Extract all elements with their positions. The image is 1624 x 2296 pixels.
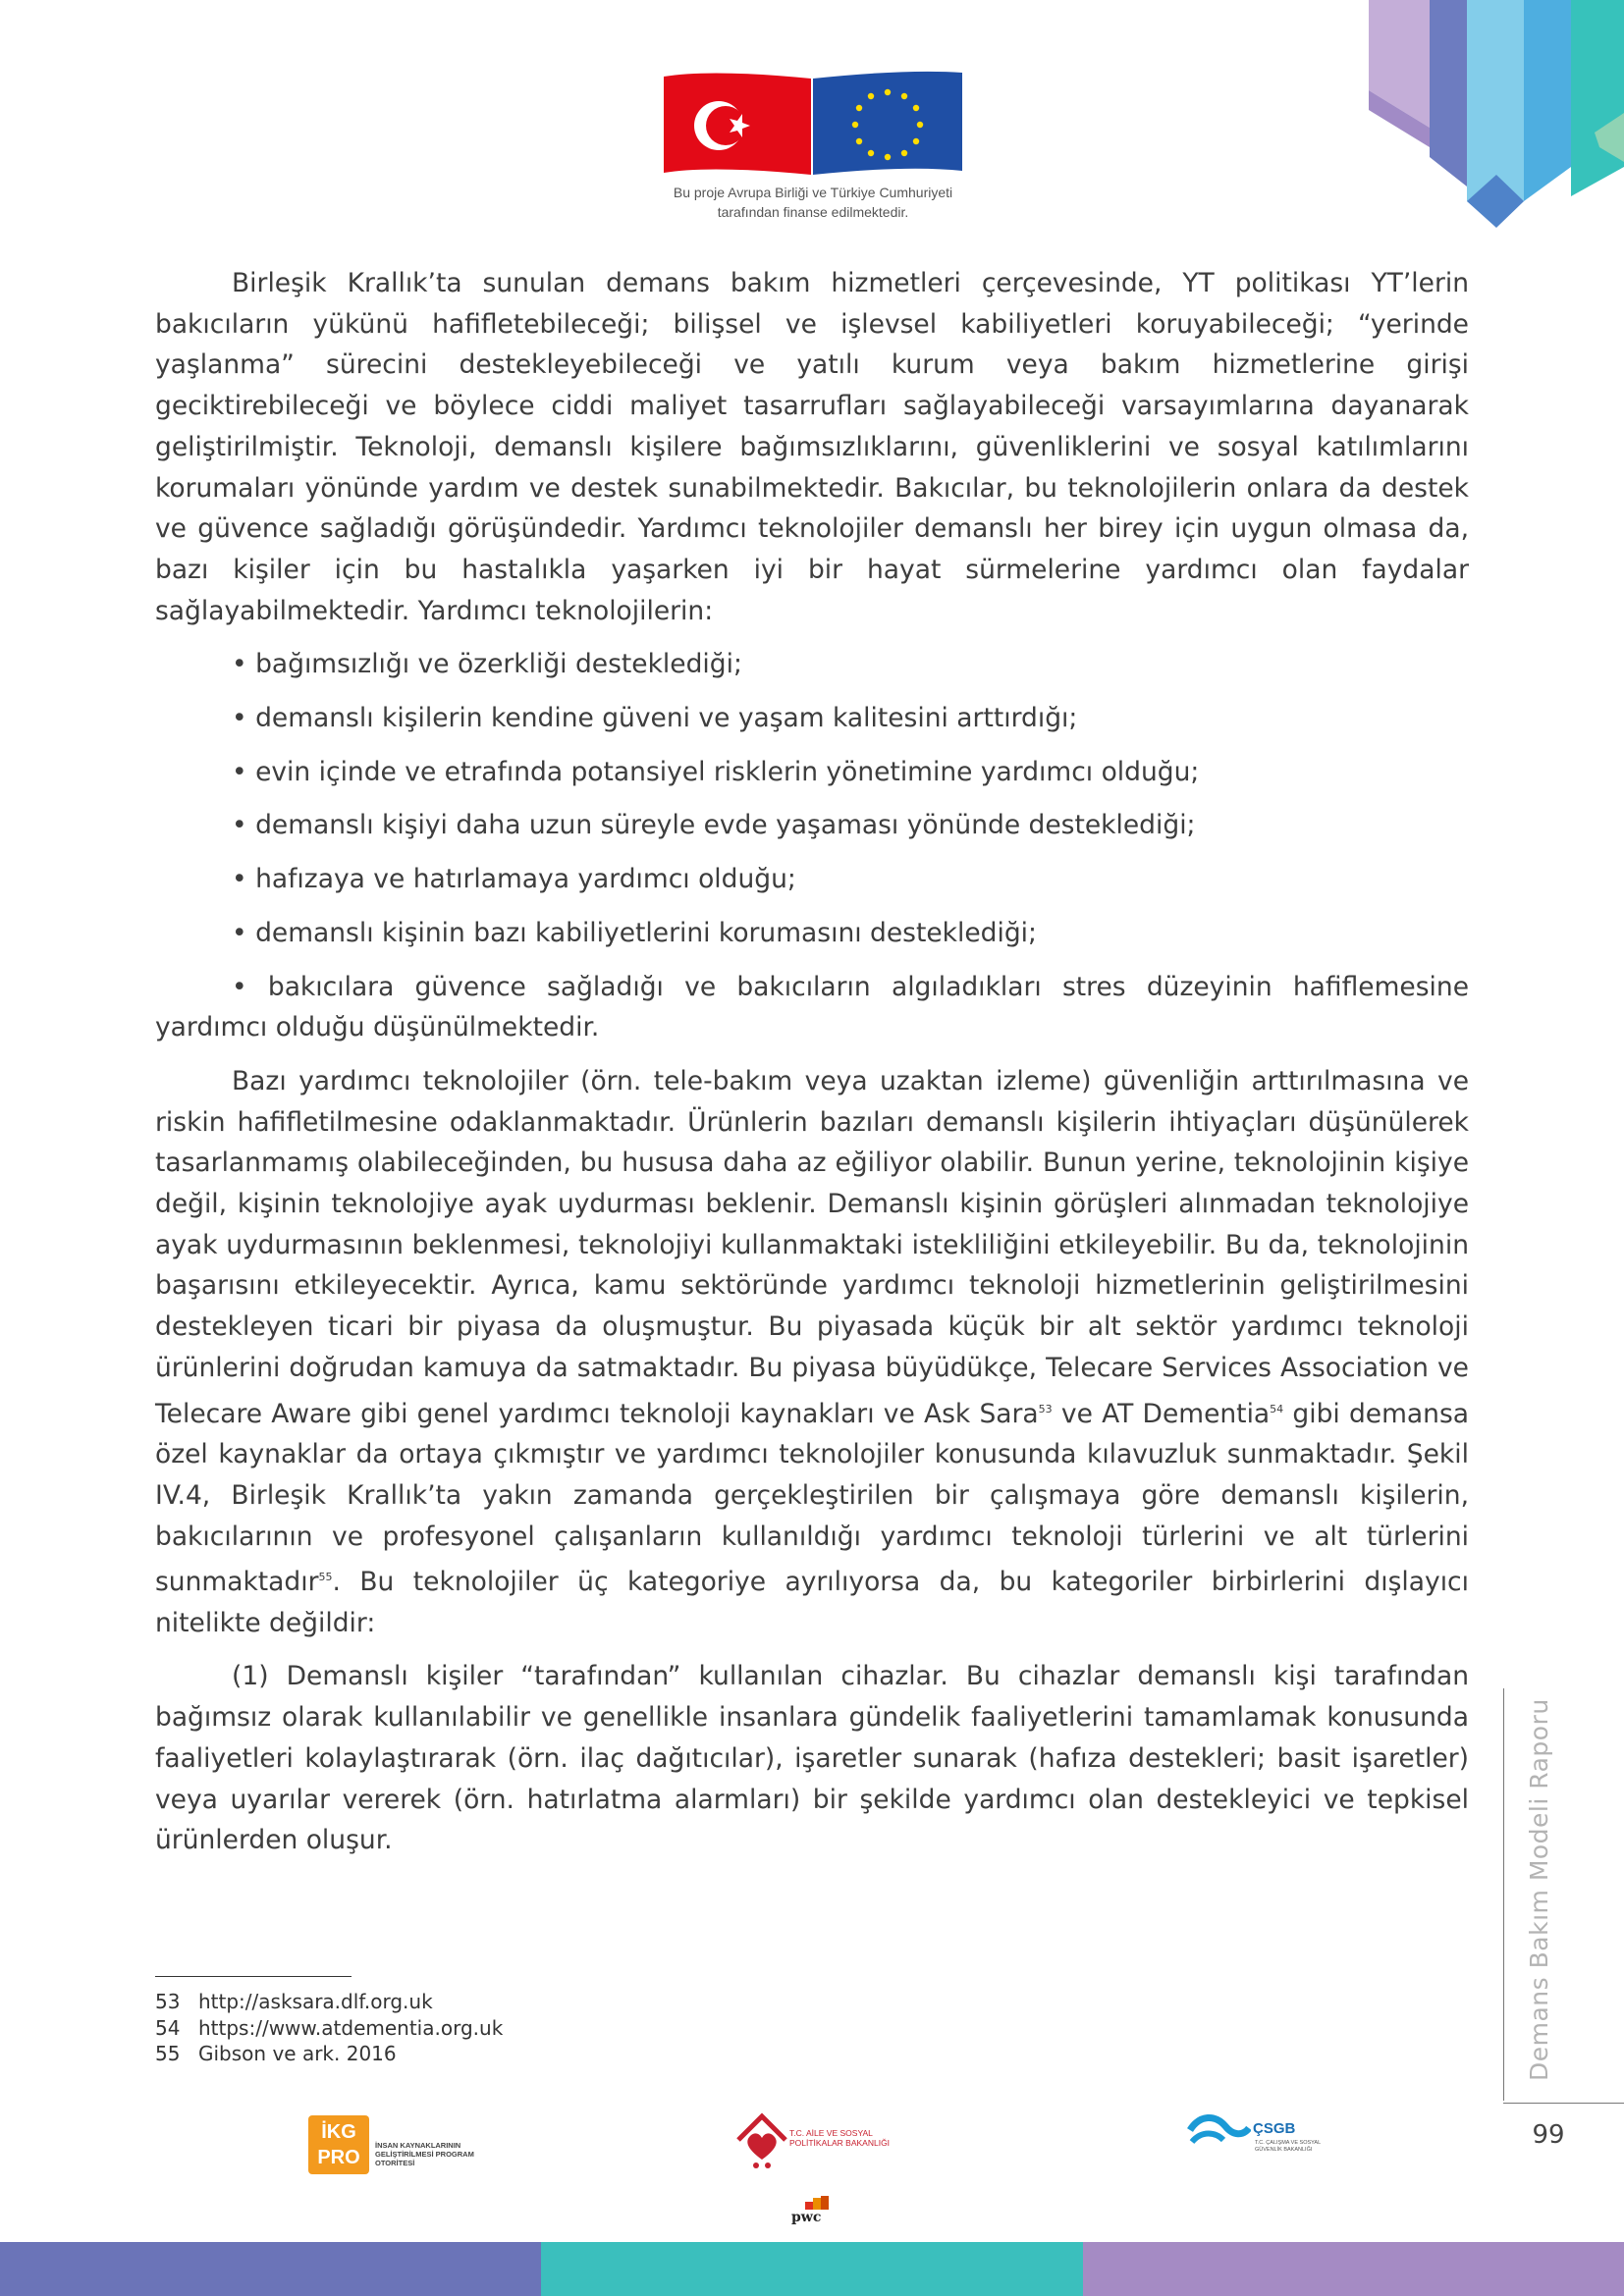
csgb-wave-icon bbox=[1186, 2110, 1251, 2150]
footnote-text: Gibson ve ark. 2016 bbox=[198, 2042, 397, 2065]
footnotes bbox=[155, 1989, 503, 2067]
paragraph-2-part-c: gibi demansa özel kaynaklar da ortaya çıkmıştır ve yardımcı teknolojiler konusunda kılavuzluk sunmaktadır. Şekil IV.4, Birleşik Krallık’ta yakın zamanda gerçekleştirilen bir çalışmaya göre demanslı kişilerin, bakıcılarının ve profesyonel çalışanların kullanıldığı yardımcı teknoloji türlerini ve alt türlerini sunmaktadır bbox=[155, 1398, 1469, 1598]
csgb-text: T.C. ÇALIŞMA VE SOSYAL GÜVENLİK BAKANLIĞI bbox=[1255, 2140, 1321, 2153]
flags-image bbox=[662, 69, 964, 179]
footnote-link[interactable]: https://www.atdementia.org.uk bbox=[198, 2015, 504, 2040]
paragraph-3: (1) Demanslı kişiler “tarafından” kullanılan cihazlar. Bu cihazlar demanslı kişi tarafından bağımsız olarak kullanılabilir ve genellikle insanlara gündelik faaliyetlerini tamamlamak konusunda faaliyetleri kolaylaştırarak (örn. ilaç dağıtıcılar), işaretler sunarak (hafıza destekleri; basit işaretler) veya uyarılar vererek (örn. hatırlatma alarmları) bir şekilde yardımcı olan destekleyici ve tepkisel ürünlerden oluşur. bbox=[155, 1661, 1469, 1856]
funding-caption-line2: tarafından finanse edilmektedir. bbox=[717, 204, 909, 220]
band-right bbox=[1083, 2242, 1624, 2296]
list-item: • bakıcılara güvence sağladığı ve bakıcıların algıladıkları stres düzeyinin hafiflemesine yardımcı olduğu düşünülmektedir. bbox=[155, 967, 1469, 1048]
pwc-blocks-icon bbox=[805, 2196, 829, 2210]
report-body bbox=[155, 263, 1469, 1874]
list-item: • evin içinde ve etrafında potansiyel risklerin yönetimine yardımcı olduğu; bbox=[155, 752, 1469, 793]
paragraph-2-part-a: Bazı yardımcı teknolojiler (örn. tele-bakım veya uzaktan izleme) güvenliğin arttırılmasına ve riskin hafifletilmesine odaklanmaktadır. Ürünlerin bazıları demanslı kişilerin ihtiyaçları düşünülerek tasarlanmamış olabileceğinden, bu hususa daha az eğiliyor olabilir. Bunun yerine, teknolojinin kişiye değil, kişinin teknolojiye ayak uydurması beklenir. Demanslı kişinin görüşleri alınmadan teknolojiye ayak uydurmasının beklenmesi, teknolojiyi kullanmaktaki istekliliğini etkileyebilir. Bu da, teknolojinin başarısını etkileyecektir. Ayrıca, kamu sektöründe yardımcı teknoloji hizmetlerinin geliştirilmesini destekleyen ticari bir piyasa da oluşmuştur. Bu piyasada küçük bir alt sektör yardımcı teknoloji ürünlerini doğrudan kamuya da satmaktadır. Bu piyasa büyüdükçe, Telecare Services Association ve Telecare Aware gibi genel yardımcı teknoloji kaynakları ve Ask Sara bbox=[155, 1065, 1469, 1429]
footnote-55 bbox=[155, 2041, 503, 2067]
list-item: • hafızaya ve hatırlamaya yardımcı olduğu; bbox=[155, 859, 1469, 900]
footnote-link[interactable]: http://asksara.dlf.org.uk bbox=[198, 1990, 433, 2013]
side-divider bbox=[1503, 1688, 1504, 2101]
paragraph-2 bbox=[155, 1061, 1469, 1644]
bottom-band bbox=[0, 2242, 1624, 2296]
list-item: • demanslı kişilerin kendine güveni ve yaşam kalitesini arttırdığı; bbox=[155, 698, 1469, 739]
list-item: • demanslı kişiyi daha uzun süreyle evde yaşaması yönünde desteklediği; bbox=[155, 805, 1469, 846]
footnote-number: 53 bbox=[155, 1990, 181, 2013]
funding-logo bbox=[662, 69, 964, 236]
footnote-ref-54[interactable]: 54 bbox=[1270, 1402, 1284, 1415]
csgb-logo bbox=[1186, 2110, 1324, 2175]
paragraph-2-part-b: ve AT Dementia bbox=[1052, 1398, 1271, 1429]
ikg-pro-text: İNSAN KAYNAKLARININ GELİŞTİRİLMESİ PROGRAM OTORİTESİ bbox=[375, 2141, 474, 2167]
page-number-divider bbox=[1503, 2103, 1624, 2104]
footnote-ref-53[interactable]: 53 bbox=[1038, 1402, 1053, 1415]
paragraph-2-part-d: . Bu teknolojiler üç kategoriye ayrılıyorsa da, bu kategoriler birbirlerini dışlayıcı nitelikte değildir: bbox=[155, 1567, 1469, 1638]
page-number: 99 bbox=[1532, 2120, 1565, 2150]
footnote-number: 55 bbox=[155, 2042, 181, 2065]
footnote-number: 54 bbox=[155, 2015, 181, 2040]
corner-decoration bbox=[1369, 0, 1624, 236]
band-middle bbox=[541, 2242, 1082, 2296]
running-title: Demans Bakım Modeli Raporu bbox=[1525, 1698, 1553, 2081]
benefits-list bbox=[155, 644, 1469, 1048]
ikg-pro-logo bbox=[308, 2115, 475, 2176]
pwc-logo bbox=[787, 2196, 837, 2231]
house-heart-icon bbox=[734, 2110, 789, 2169]
band-left bbox=[0, 2242, 541, 2296]
pwc-mark: pwc bbox=[791, 2210, 822, 2225]
list-item: • demanslı kişinin bazı kabiliyetlerini korumasını desteklediği; bbox=[155, 913, 1469, 954]
paragraph-1: Birleşik Krallık’ta sunulan demans bakım hizmetleri çerçevesinde, YT politikası YT’lerin bakıcıların yükünü hafifletebileceği; bilişsel ve işlevsel kabiliyetleri koruyabileceği; “yerinde yaşlanma” sürecini destekleyebileceği ve yatılı kurum veya bakım hizmetlerine girişi geciktirebileceği ve böylece ciddi maliyet tasarrufları sağlayabileceği varsayımlarına dayanarak geliştirilmiştir. Teknoloji, demanslı kişilere bağımsızlıklarını, güvenliklerini ve sosyal katılımlarını korumaları yönünde yardım ve destek sunabilmektedir. Bakıcılar, bu teknolojilerin onlara da destek ve güvence sağladığı görüşündedir. Yardımcı teknolojiler demanslı her birey için uygun olmasa da, bazı kişiler için bu hastalıkla yaşarken iyi bir hayat sürmelerine yardımcı olan faydalar sağlayabilmektedir. Yardımcı teknolojilerin: bbox=[155, 268, 1469, 626]
funding-caption-line1: Bu proje Avrupa Birliği ve Türkiye Cumhuriyeti bbox=[673, 185, 953, 200]
footnote-53 bbox=[155, 1989, 503, 2015]
aile-bakanligi-logo bbox=[734, 2110, 892, 2179]
ikg-pro-mark: İKG PRO bbox=[308, 2115, 369, 2174]
footnote-divider bbox=[155, 1976, 352, 1977]
list-item: • bağımsızlığı ve özerkliği desteklediği; bbox=[155, 644, 1469, 685]
footnote-54 bbox=[155, 2015, 503, 2042]
aile-bakanligi-text: T.C. AİLE VE SOSYAL POLİTİKALAR BAKANLIĞI bbox=[789, 2128, 891, 2148]
footnote-ref-55[interactable]: 55 bbox=[318, 1571, 333, 1584]
csgb-mark: ÇSGB bbox=[1253, 2120, 1296, 2137]
